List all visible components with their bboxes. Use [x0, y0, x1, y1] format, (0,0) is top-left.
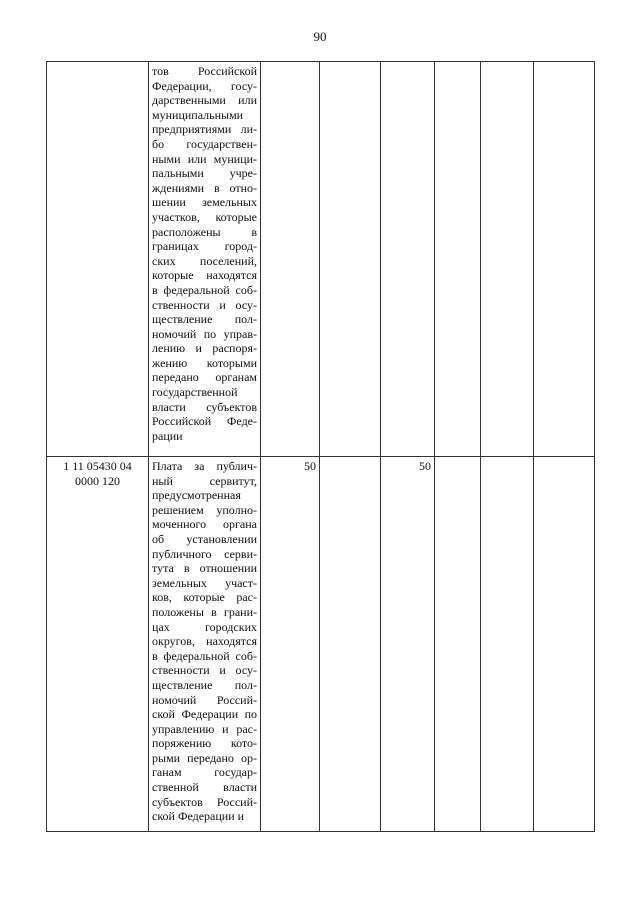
- text-line: ществление пол-: [152, 312, 257, 327]
- table-row: [47, 457, 595, 832]
- text-line: поряжению кото-: [152, 736, 257, 751]
- text-line: передано органам: [152, 370, 257, 385]
- text-line: ганам государ-: [152, 765, 257, 780]
- text-line: жению которыми: [152, 355, 257, 370]
- text-line: границах город-: [152, 239, 257, 254]
- text-line: предусмотренная: [152, 488, 241, 503]
- text-line: об установлении: [152, 531, 257, 546]
- value-cell: [534, 62, 595, 457]
- text-line: расположены в: [152, 224, 257, 239]
- text-line: субъектов Россий-: [152, 794, 257, 809]
- text-line: ской Федерации по: [152, 707, 257, 722]
- text-line: ждениями в отно-: [152, 180, 257, 195]
- value-cell: [320, 457, 381, 832]
- text-line: пальными учре-: [152, 166, 257, 181]
- text-line: ственности и осу-: [152, 297, 257, 312]
- text-line: Российской Феде-: [152, 414, 257, 429]
- text-line: рации: [152, 428, 183, 443]
- text-line: Федерации, госу-: [152, 78, 257, 93]
- text-line: цах городских: [152, 619, 257, 634]
- text-line: округов, находятся: [152, 634, 257, 649]
- classification-code-cell: 1 11 05430 04 0000 120: [47, 457, 149, 832]
- text-line: Плата за публич-: [152, 459, 257, 473]
- text-line: ственной власти: [152, 780, 257, 795]
- text-line: тов Российской: [152, 64, 257, 78]
- value-cell: [261, 62, 320, 457]
- value-cell: [320, 62, 381, 457]
- classification-code-cell: [47, 62, 149, 457]
- page-number: 90: [313, 29, 327, 44]
- text-line: ществление пол-: [152, 677, 257, 692]
- text-line: лению и распоря-: [152, 341, 257, 356]
- table-row: [47, 62, 595, 457]
- text-line: предприятиями ли-: [152, 122, 257, 137]
- value-cell: [534, 457, 595, 832]
- text-line: дарственными или: [152, 93, 257, 108]
- text-line: тута в отношении: [152, 561, 257, 576]
- text-line: ственности и осу-: [152, 663, 257, 678]
- text-line: положены в грани-: [152, 604, 257, 619]
- text-line: в федеральной соб-: [152, 282, 257, 297]
- text-line: в федеральной соб-: [152, 648, 257, 663]
- text-line: моченного органа: [152, 517, 257, 532]
- text-line: ными или муници-: [152, 151, 257, 166]
- text-line: рыми передано ор-: [152, 750, 257, 765]
- text-line: которые находятся: [152, 268, 257, 283]
- budget-table: [46, 61, 595, 832]
- text-line: решением уполно-: [152, 502, 257, 517]
- text-line: шении земельных: [152, 195, 257, 210]
- text-line: ских поселений,: [152, 253, 257, 268]
- value-cell: [381, 62, 435, 457]
- text-line: земельных участ-: [152, 575, 257, 590]
- income-name-cell: [149, 62, 261, 457]
- income-name-cell: [149, 457, 261, 832]
- text-line: власти субъектов: [152, 399, 257, 414]
- text-line: номочий Россий-: [152, 692, 257, 707]
- value-cell: 50: [261, 457, 320, 832]
- value-cell: 50: [381, 457, 435, 832]
- text-line: государственной: [152, 385, 238, 400]
- value-cell: [435, 62, 481, 457]
- text-line: ской Федерации и: [152, 809, 245, 824]
- value-cell: [435, 457, 481, 832]
- text-line: номочий по управ-: [152, 326, 257, 341]
- text-line: муниципальными: [152, 107, 244, 122]
- value-cell: [481, 457, 534, 832]
- text-line: ный сервитут,: [152, 473, 257, 488]
- text-line: участков, которые: [152, 209, 257, 224]
- value-cell: [481, 62, 534, 457]
- text-line: ков, которые рас-: [152, 590, 257, 605]
- text-line: бо государствен-: [152, 136, 257, 151]
- text-line: управлению и рас-: [152, 721, 257, 736]
- text-line: публичного серви-: [152, 546, 257, 561]
